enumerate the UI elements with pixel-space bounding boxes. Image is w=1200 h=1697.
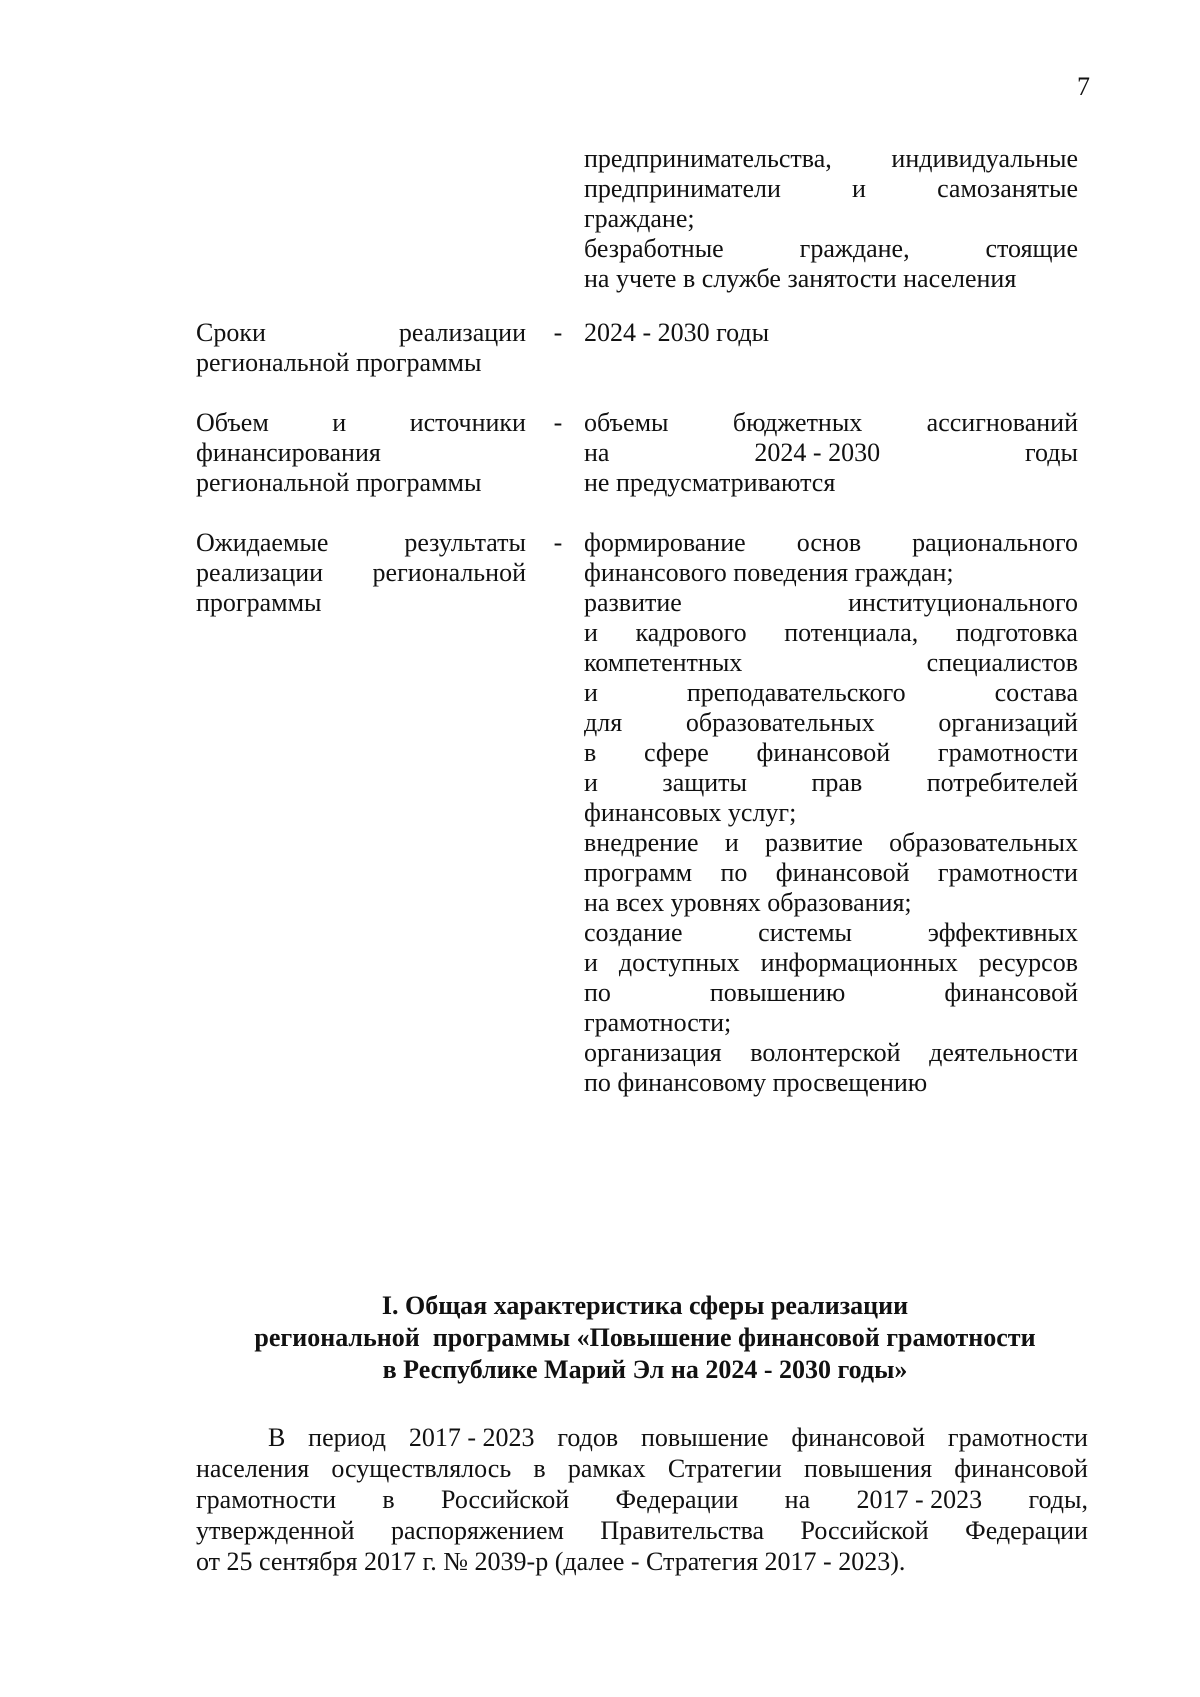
text-line: 2024 - 2030 годы xyxy=(584,318,770,347)
text-line xyxy=(196,1515,1088,1546)
text-line xyxy=(584,978,1078,1008)
word: предпринимательства, xyxy=(584,144,832,173)
word: 2017 - 2023 xyxy=(856,1485,983,1514)
word: доступных xyxy=(618,948,740,977)
word: период xyxy=(308,1423,387,1452)
text-line xyxy=(196,318,526,348)
word: грамотности xyxy=(937,858,1078,887)
word: для xyxy=(584,708,623,737)
word: организация xyxy=(584,1038,722,1067)
text-line: финансирования xyxy=(196,438,381,467)
word: ассигнований xyxy=(926,408,1078,437)
word: Ожидаемые xyxy=(196,528,329,557)
word: прав xyxy=(811,768,863,797)
word: финансовой xyxy=(775,858,910,887)
word: безработные xyxy=(584,234,724,263)
word: реализации xyxy=(398,318,526,347)
word: повышению xyxy=(709,978,846,1007)
word: рационального xyxy=(912,528,1078,557)
word: специалистов xyxy=(926,648,1078,677)
text-line: граждане; xyxy=(584,204,695,233)
word: утвержденной xyxy=(196,1516,355,1545)
word: Правительства xyxy=(600,1516,765,1545)
word: ресурсов xyxy=(978,948,1078,977)
word: годы xyxy=(1025,438,1078,467)
word: Сроки xyxy=(196,318,266,347)
word: в xyxy=(533,1454,546,1483)
text-line xyxy=(584,144,1078,174)
section-title-line: региональной программы «Повышение финансовой грамотности xyxy=(254,1323,1036,1352)
word: кадрового xyxy=(635,618,747,647)
text-line xyxy=(584,738,1078,768)
word: Федерации xyxy=(615,1485,739,1514)
word: формирование xyxy=(584,528,746,557)
row-funding-dash: - xyxy=(553,408,563,437)
word: и xyxy=(584,618,598,647)
word: защиты xyxy=(662,768,747,797)
word: повышения xyxy=(804,1454,933,1483)
text-line: региональной программы xyxy=(196,468,482,497)
word: в xyxy=(584,738,597,767)
word: и xyxy=(584,768,598,797)
word: сфере xyxy=(644,738,709,767)
word: финансовой xyxy=(944,978,1078,1007)
text-line xyxy=(196,1422,1088,1453)
word: грамотности xyxy=(947,1423,1088,1452)
row-terms-label xyxy=(196,318,526,378)
word: осуществлялось xyxy=(331,1454,512,1483)
word: и xyxy=(852,174,866,203)
word: Российской xyxy=(800,1516,929,1545)
word: в xyxy=(382,1485,395,1514)
word: на xyxy=(584,438,610,467)
word: населения xyxy=(196,1454,310,1483)
text-line xyxy=(196,558,526,588)
word: информационных xyxy=(760,948,958,977)
text-line: грамотности; xyxy=(584,1008,732,1037)
row-results-value xyxy=(584,528,1078,1098)
section-title xyxy=(150,1290,1140,1386)
text-line xyxy=(584,438,1078,468)
word: и xyxy=(584,948,598,977)
word: источники xyxy=(409,408,526,437)
word: Объем xyxy=(196,408,269,437)
word: финансовой xyxy=(756,738,891,767)
text-line xyxy=(196,1453,1088,1484)
word: распоряжением xyxy=(391,1516,564,1545)
word: повышение xyxy=(640,1423,769,1452)
text-line xyxy=(584,618,1078,648)
section-title-line: I. Общая характеристика сферы реализации xyxy=(381,1291,909,1320)
text-line: на всех уровнях образования; xyxy=(584,888,912,917)
text-line: от 25 сентября 2017 г. № 2039-р (далее - Стратегия 2017 - 2023). xyxy=(196,1547,906,1576)
word: Российской xyxy=(441,1485,570,1514)
word: 2024 - 2030 xyxy=(754,438,881,467)
text-line xyxy=(584,234,1078,264)
word: стоящие xyxy=(985,234,1078,263)
row-funding-label xyxy=(196,408,526,498)
text-line xyxy=(584,828,1078,858)
word: образовательных xyxy=(889,828,1078,857)
row-terms-dash: - xyxy=(553,318,563,347)
text-line: не предусматриваются xyxy=(584,468,836,497)
word: Федерации xyxy=(965,1516,1088,1545)
row-funding-value xyxy=(584,408,1078,498)
word: грамотности xyxy=(196,1485,337,1514)
word: создание xyxy=(584,918,683,947)
word: потребителей xyxy=(926,768,1078,797)
word: Стратегии xyxy=(667,1454,782,1483)
text-line xyxy=(584,768,1078,798)
word: развитие xyxy=(584,588,682,617)
word: и xyxy=(724,828,739,857)
text-line xyxy=(584,918,1078,948)
page-number: 7 xyxy=(1077,72,1090,101)
word: организаций xyxy=(938,708,1078,737)
text-line: на учете в службе занятости населения xyxy=(584,264,1017,293)
body-paragraph xyxy=(196,1422,1088,1577)
continuation-block xyxy=(584,144,1078,294)
word: В xyxy=(268,1423,286,1452)
word: региональной xyxy=(372,558,526,587)
text-line xyxy=(196,1484,1088,1515)
text-line: по финансовому просвещению xyxy=(584,1068,928,1097)
text-line xyxy=(196,408,526,438)
text-line: региональной программы xyxy=(196,348,482,377)
word: по xyxy=(584,978,611,1007)
text-line xyxy=(584,174,1078,204)
word: грамотности xyxy=(937,738,1078,767)
text-line xyxy=(584,948,1078,978)
text-line xyxy=(584,588,1078,618)
word: эффективных xyxy=(927,918,1078,947)
text-line xyxy=(584,1038,1078,1068)
word: подготовка xyxy=(955,618,1078,647)
word: системы xyxy=(758,918,852,947)
word: компетентных xyxy=(584,648,743,677)
word: финансовой xyxy=(791,1423,926,1452)
word: развитие xyxy=(765,828,863,857)
section-title-line: в Республике Марий Эл на 2024 - 2030 годы» xyxy=(382,1355,908,1384)
text-line xyxy=(584,528,1078,558)
word: преподавательского xyxy=(686,678,906,707)
word: образовательных xyxy=(685,708,875,737)
word: внедрение xyxy=(584,828,699,857)
row-results-label xyxy=(196,528,526,618)
word: 2017 - 2023 xyxy=(408,1423,535,1452)
word: годы, xyxy=(1028,1485,1088,1514)
text-line: финансового поведения граждан; xyxy=(584,558,954,587)
text-line xyxy=(196,528,526,558)
word: программ xyxy=(584,858,693,887)
text-line xyxy=(584,678,1078,708)
text-line: программы xyxy=(196,588,322,617)
word: состава xyxy=(994,678,1078,707)
row-terms-value xyxy=(584,318,1078,348)
word: рамках xyxy=(567,1454,646,1483)
word: самозанятые xyxy=(937,174,1078,203)
text-line xyxy=(584,408,1078,438)
text-line: финансовых услуг; xyxy=(584,798,797,827)
word: индивидуальные xyxy=(891,144,1078,173)
word: деятельности xyxy=(929,1038,1078,1067)
word: финансовой xyxy=(954,1454,1088,1483)
word: предприниматели xyxy=(584,174,781,203)
word: граждане, xyxy=(799,234,910,263)
word: основ xyxy=(796,528,862,557)
word: на xyxy=(784,1485,811,1514)
word: потенциала, xyxy=(784,618,919,647)
row-results-dash: - xyxy=(553,528,563,557)
word: по xyxy=(720,858,748,887)
word: годов xyxy=(557,1423,619,1452)
word: и xyxy=(332,408,347,437)
word: реализации xyxy=(196,558,324,587)
text-line xyxy=(584,708,1078,738)
word: бюджетных xyxy=(732,408,863,437)
word: институционального xyxy=(848,588,1078,617)
word: и xyxy=(584,678,598,707)
word: объемы xyxy=(584,408,669,437)
text-line xyxy=(584,648,1078,678)
word: результаты xyxy=(404,528,526,557)
text-line xyxy=(584,858,1078,888)
word: волонтерской xyxy=(750,1038,901,1067)
